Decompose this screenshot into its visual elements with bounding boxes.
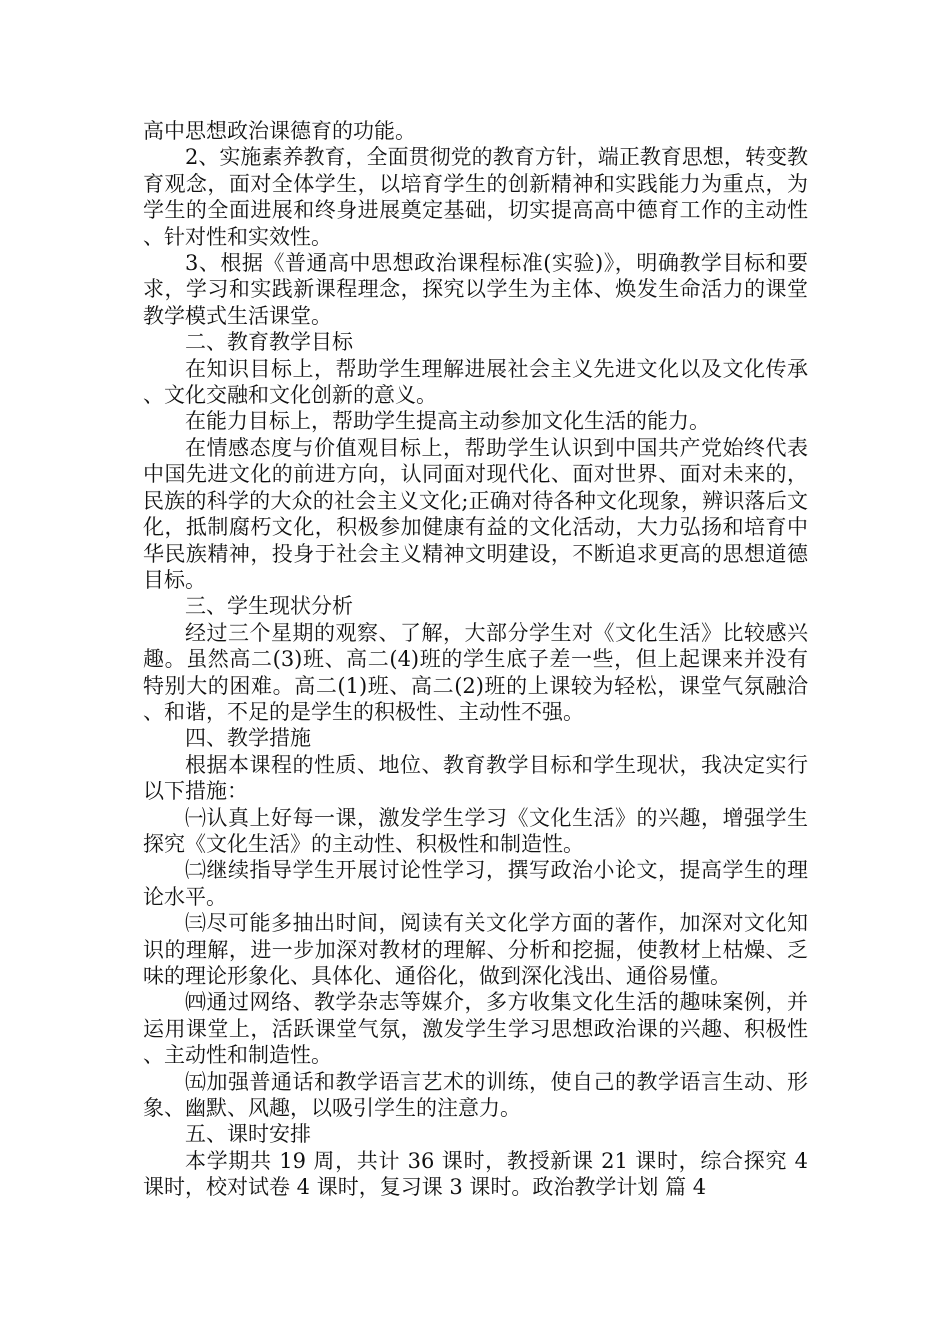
paragraph: 经过三个星期的观察、了解，大部分学生对《文化生活》比较感兴趣。虽然高二(3)班、高二(4)班的学生底子差一些，但上起课来并没有特别大的困难。高二(1)班、高二(2)班的上课较为轻松，课堂气氛融洽、和谐，不足的是学生的积极性、主动性不强。 [143, 620, 808, 724]
body-text [143, 118, 808, 1201]
section-heading: 二、教育教学目标 [185, 330, 353, 355]
list-item: ㈠认真上好每一课，激发学生学习《文化生活》的兴趣，增强学生探究《文化生活》的主动性、积极性和制造性。 [143, 805, 808, 856]
list-item: ㈡继续指导学生开展讨论性学习，撰写政治小论文，提高学生的理论水平。 [143, 858, 808, 909]
paragraph: 高中思想政治课德育的功能。 [143, 119, 416, 143]
paragraph: 在情感态度与价值观目标上，帮助学生认识到中国共产党始终代表中国先进文化的前进方向，认同面对现代化、面对世界、面对未来的，民族的科学的大众的社会主义文化;正确对待各种文化现象，辨识落后文化，抵制腐朽文化，积极参加健康有益的文化活动，大力弘扬和培育中华民族精神，投身于社会主义精神文明建设，不断追求更高的思想道德目标。 [143, 435, 808, 592]
list-item: ㈣通过网络、教学杂志等媒介，多方收集文化生活的趣味案例，并运用课堂上，活跃课堂气氛，激发学生学习思想政治课的兴趣、积极性、主动性和制造性。 [143, 990, 808, 1068]
paragraph: 在能力目标上，帮助学生提高主动参加文化生活的能力。 [185, 409, 710, 434]
paragraph: 3、根据《普通高中思想政治课程标准(实验)》，明确教学目标和要求，学习和实践新课程理念，探究以学生为主体、焕发生命活力的课堂教学模式生活课堂。 [143, 251, 808, 328]
paragraph: 在知识目标上，帮助学生理解进展社会主义先进文化以及文化传承、文化交融和文化创新的意义。 [143, 356, 808, 408]
list-item: ㈢尽可能多抽出时间，阅读有关文化学方面的著作，加深对文化知识的理解，进一步加深对教材的理解、分析和挖掘，使教材上枯燥、乏味的理论形象化、具体化、通俗化，做到深化浅出、通俗易懂。 [143, 911, 808, 988]
paragraph: 2、实施素养教育，全面贯彻党的教育方针，端正教育思想，转变教育观念，面对全体学生，以培育学生的创新精神和实践能力为重点，为学生的全面进展和终身进展奠定基础，切实提高高中德育工作的主动性、针对性和实效性。 [143, 145, 808, 249]
section-heading: 五、课时安排 [185, 1122, 311, 1147]
paragraph: 本学期共 19 周，共计 36 课时，教授新课 21 课时，综合探究 4 课时，校对试卷 4 课时，复习课 3 课时。政治教学计划 篇 4 [143, 1148, 808, 1200]
paragraph: 根据本课程的性质、地位、教育教学目标和学生现状，我决定实行以下措施： [143, 752, 808, 804]
list-item: ㈤加强普通话和教学语言艺术的训练，使自己的教学语言生动、形象、幽默、风趣，以吸引学生的注意力。 [143, 1069, 808, 1121]
section-heading: 四、教学措施 [185, 726, 311, 751]
section-heading: 三、学生现状分析 [185, 594, 353, 619]
